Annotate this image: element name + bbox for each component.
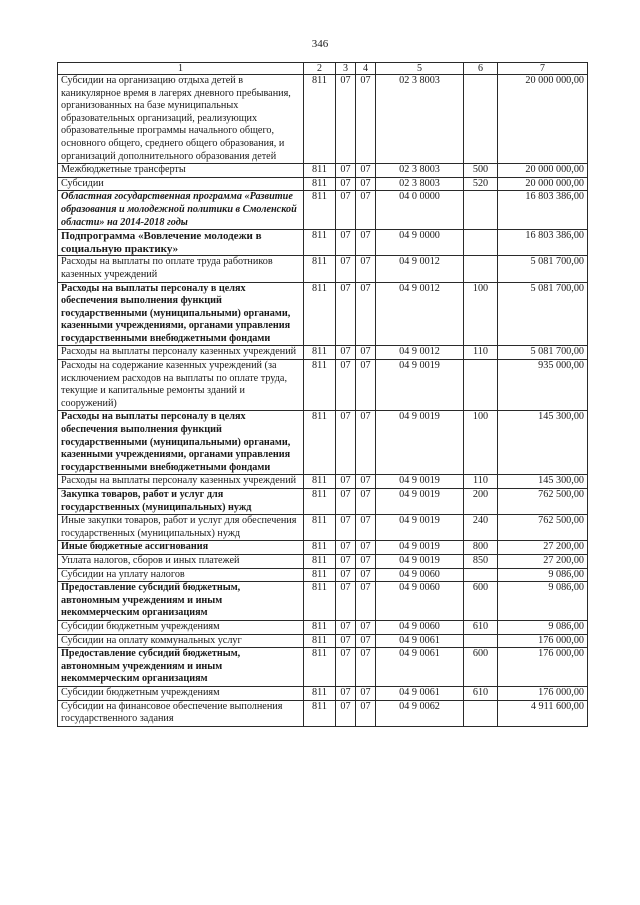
department-code: 811 bbox=[304, 256, 336, 282]
table-row bbox=[58, 475, 588, 489]
subsection-code: 07 bbox=[356, 282, 376, 346]
expense-kind-code bbox=[464, 191, 498, 230]
target-article-code: 04 9 0019 bbox=[376, 411, 464, 475]
target-article-code: 04 9 0019 bbox=[376, 515, 464, 541]
department-code: 811 bbox=[304, 164, 336, 178]
amount: 4 911 600,00 bbox=[498, 700, 588, 726]
target-article-code: 04 0 0000 bbox=[376, 191, 464, 230]
expense-kind-code: 610 bbox=[464, 620, 498, 634]
table-row bbox=[58, 634, 588, 648]
section-code: 07 bbox=[336, 489, 356, 515]
amount: 176 000,00 bbox=[498, 634, 588, 648]
section-code: 07 bbox=[336, 282, 356, 346]
column-header: 6 bbox=[464, 63, 498, 75]
budget-item-name: Субсидии на финансовое обеспечение выполнения государственного задания bbox=[58, 700, 304, 726]
target-article-code: 04 9 0060 bbox=[376, 568, 464, 582]
table-row bbox=[58, 554, 588, 568]
section-code: 07 bbox=[336, 360, 356, 411]
expense-kind-code: 520 bbox=[464, 177, 498, 191]
budget-item-name: Расходы на выплаты персоналу в целях обеспечения выполнения функций государственными (муниципальными) органами, казенными учреждениями, органами управления государственными внебюджетными фондами bbox=[58, 282, 304, 346]
department-code: 811 bbox=[304, 700, 336, 726]
expense-kind-code bbox=[464, 256, 498, 282]
section-code: 07 bbox=[336, 75, 356, 164]
target-article-code: 04 9 0019 bbox=[376, 541, 464, 555]
amount: 9 086,00 bbox=[498, 620, 588, 634]
target-article-code: 02 3 8003 bbox=[376, 164, 464, 178]
budget-item-name: Предоставление субсидий бюджетным, автономным учреждениям и иным некоммерческим организациям bbox=[58, 648, 304, 687]
department-code: 811 bbox=[304, 346, 336, 360]
target-article-code: 02 3 8003 bbox=[376, 177, 464, 191]
target-article-code: 04 9 0061 bbox=[376, 634, 464, 648]
subsection-code: 07 bbox=[356, 515, 376, 541]
amount: 762 500,00 bbox=[498, 489, 588, 515]
amount: 20 000 000,00 bbox=[498, 164, 588, 178]
department-code: 811 bbox=[304, 582, 336, 621]
amount: 176 000,00 bbox=[498, 648, 588, 687]
section-code: 07 bbox=[336, 191, 356, 230]
subsection-code: 07 bbox=[356, 541, 376, 555]
expense-kind-code bbox=[464, 75, 498, 164]
table-row bbox=[58, 620, 588, 634]
section-code: 07 bbox=[336, 582, 356, 621]
table-row bbox=[58, 648, 588, 687]
department-code: 811 bbox=[304, 648, 336, 687]
expense-kind-code bbox=[464, 568, 498, 582]
column-header-row bbox=[58, 63, 588, 75]
expense-kind-code: 240 bbox=[464, 515, 498, 541]
subsection-code: 07 bbox=[356, 686, 376, 700]
section-code: 07 bbox=[336, 230, 356, 256]
subsection-code: 07 bbox=[356, 634, 376, 648]
table-row bbox=[58, 164, 588, 178]
target-article-code: 04 9 0062 bbox=[376, 700, 464, 726]
amount: 935 000,00 bbox=[498, 360, 588, 411]
expense-kind-code: 600 bbox=[464, 582, 498, 621]
subsection-code: 07 bbox=[356, 554, 376, 568]
subsection-code: 07 bbox=[356, 191, 376, 230]
expense-kind-code bbox=[464, 634, 498, 648]
table-row bbox=[58, 177, 588, 191]
target-article-code: 04 9 0061 bbox=[376, 686, 464, 700]
expense-kind-code: 100 bbox=[464, 282, 498, 346]
amount: 20 000 000,00 bbox=[498, 177, 588, 191]
amount: 16 803 386,00 bbox=[498, 230, 588, 256]
expense-kind-code: 110 bbox=[464, 475, 498, 489]
department-code: 811 bbox=[304, 634, 336, 648]
department-code: 811 bbox=[304, 411, 336, 475]
expense-kind-code: 850 bbox=[464, 554, 498, 568]
table-row bbox=[58, 256, 588, 282]
page-number: 346 bbox=[311, 38, 329, 50]
subsection-code: 07 bbox=[356, 230, 376, 256]
budget-item-name: Расходы на выплаты персоналу казенных учреждений bbox=[58, 475, 304, 489]
target-article-code: 02 3 8003 bbox=[376, 75, 464, 164]
table-row bbox=[58, 686, 588, 700]
expense-kind-code bbox=[464, 360, 498, 411]
target-article-code: 04 9 0019 bbox=[376, 489, 464, 515]
amount: 9 086,00 bbox=[498, 568, 588, 582]
section-code: 07 bbox=[336, 515, 356, 541]
table-row bbox=[58, 75, 588, 164]
subsection-code: 07 bbox=[356, 346, 376, 360]
target-article-code: 04 9 0012 bbox=[376, 256, 464, 282]
section-code: 07 bbox=[336, 164, 356, 178]
column-header: 1 bbox=[58, 63, 304, 75]
table-row bbox=[58, 700, 588, 726]
amount: 9 086,00 bbox=[498, 582, 588, 621]
amount: 5 081 700,00 bbox=[498, 256, 588, 282]
table-body bbox=[58, 75, 588, 727]
department-code: 811 bbox=[304, 554, 336, 568]
table-row bbox=[58, 411, 588, 475]
amount: 762 500,00 bbox=[498, 515, 588, 541]
budget-item-name: Расходы на выплаты персоналу казенных учреждений bbox=[58, 346, 304, 360]
budget-item-name: Субсидии бюджетным учреждениям bbox=[58, 686, 304, 700]
section-code: 07 bbox=[336, 475, 356, 489]
column-header: 4 bbox=[356, 63, 376, 75]
budget-item-name: Расходы на выплаты персоналу в целях обеспечения выполнения функций государственными (муниципальными) органами, казенными учреждениями, органами управления государственными внебюджетными фондами bbox=[58, 411, 304, 475]
subsection-code: 07 bbox=[356, 75, 376, 164]
budget-item-name: Субсидии bbox=[58, 177, 304, 191]
department-code: 811 bbox=[304, 489, 336, 515]
table-row bbox=[58, 346, 588, 360]
expense-kind-code: 110 bbox=[464, 346, 498, 360]
department-code: 811 bbox=[304, 475, 336, 489]
expense-kind-code: 610 bbox=[464, 686, 498, 700]
budget-item-name: Подпрограмма «Вовлечение молодежи в социальную практику» bbox=[58, 230, 304, 256]
table-row bbox=[58, 360, 588, 411]
section-code: 07 bbox=[336, 411, 356, 475]
section-code: 07 bbox=[336, 346, 356, 360]
subsection-code: 07 bbox=[356, 620, 376, 634]
table-row bbox=[58, 489, 588, 515]
expense-kind-code: 500 bbox=[464, 164, 498, 178]
section-code: 07 bbox=[336, 177, 356, 191]
amount: 145 300,00 bbox=[498, 411, 588, 475]
subsection-code: 07 bbox=[356, 256, 376, 282]
table-row bbox=[58, 191, 588, 230]
expense-kind-code bbox=[464, 700, 498, 726]
target-article-code: 04 9 0012 bbox=[376, 282, 464, 346]
budget-item-name: Расходы на содержание казенных учреждений (за исключением расходов на выплаты по оплате труда, текущие и капитальные ремонты зданий и сооружений) bbox=[58, 360, 304, 411]
section-code: 07 bbox=[336, 634, 356, 648]
table-row bbox=[58, 282, 588, 346]
expense-kind-code: 800 bbox=[464, 541, 498, 555]
department-code: 811 bbox=[304, 620, 336, 634]
section-code: 07 bbox=[336, 554, 356, 568]
budget-item-name: Иные закупки товаров, работ и услуг для обеспечения государственных (муниципальных) нужд bbox=[58, 515, 304, 541]
subsection-code: 07 bbox=[356, 411, 376, 475]
subsection-code: 07 bbox=[356, 360, 376, 411]
budget-item-name: Уплата налогов, сборов и иных платежей bbox=[58, 554, 304, 568]
department-code: 811 bbox=[304, 541, 336, 555]
table-row bbox=[58, 582, 588, 621]
subsection-code: 07 bbox=[356, 700, 376, 726]
target-article-code: 04 9 0019 bbox=[376, 360, 464, 411]
department-code: 811 bbox=[304, 282, 336, 346]
section-code: 07 bbox=[336, 568, 356, 582]
column-header: 2 bbox=[304, 63, 336, 75]
section-code: 07 bbox=[336, 700, 356, 726]
subsection-code: 07 bbox=[356, 177, 376, 191]
target-article-code: 04 9 0060 bbox=[376, 582, 464, 621]
department-code: 811 bbox=[304, 230, 336, 256]
amount: 5 081 700,00 bbox=[498, 282, 588, 346]
budget-item-name: Субсидии на оплату коммунальных услуг bbox=[58, 634, 304, 648]
department-code: 811 bbox=[304, 177, 336, 191]
section-code: 07 bbox=[336, 648, 356, 687]
section-code: 07 bbox=[336, 541, 356, 555]
subsection-code: 07 bbox=[356, 489, 376, 515]
section-code: 07 bbox=[336, 686, 356, 700]
budget-item-name: Предоставление субсидий бюджетным, автономным учреждениям и иным некоммерческим организациям bbox=[58, 582, 304, 621]
target-article-code: 04 9 0019 bbox=[376, 475, 464, 489]
column-header: 5 bbox=[376, 63, 464, 75]
column-header: 7 bbox=[498, 63, 588, 75]
department-code: 811 bbox=[304, 191, 336, 230]
department-code: 811 bbox=[304, 686, 336, 700]
subsection-code: 07 bbox=[356, 582, 376, 621]
budget-item-name: Межбюджетные трансферты bbox=[58, 164, 304, 178]
expense-kind-code: 600 bbox=[464, 648, 498, 687]
amount: 27 200,00 bbox=[498, 541, 588, 555]
section-code: 07 bbox=[336, 620, 356, 634]
subsection-code: 07 bbox=[356, 164, 376, 178]
subsection-code: 07 bbox=[356, 568, 376, 582]
expense-kind-code: 100 bbox=[464, 411, 498, 475]
amount: 27 200,00 bbox=[498, 554, 588, 568]
table-row bbox=[58, 230, 588, 256]
amount: 5 081 700,00 bbox=[498, 346, 588, 360]
amount: 20 000 000,00 bbox=[498, 75, 588, 164]
table-row bbox=[58, 515, 588, 541]
budget-item-name: Иные бюджетные ассигнования bbox=[58, 541, 304, 555]
target-article-code: 04 9 0000 bbox=[376, 230, 464, 256]
target-article-code: 04 9 0019 bbox=[376, 554, 464, 568]
department-code: 811 bbox=[304, 568, 336, 582]
budget-item-name: Расходы на выплаты по оплате труда работников казенных учреждений bbox=[58, 256, 304, 282]
budget-item-name: Областная государственная программа «Развитие образования и молодежной политики в Смоленской области» на 2014-2018 годы bbox=[58, 191, 304, 230]
budget-item-name: Закупка товаров, работ и услуг для государственных (муниципальных) нужд bbox=[58, 489, 304, 515]
section-code: 07 bbox=[336, 256, 356, 282]
table-row bbox=[58, 568, 588, 582]
department-code: 811 bbox=[304, 75, 336, 164]
amount: 145 300,00 bbox=[498, 475, 588, 489]
amount: 176 000,00 bbox=[498, 686, 588, 700]
department-code: 811 bbox=[304, 515, 336, 541]
budget-item-name: Субсидии на уплату налогов bbox=[58, 568, 304, 582]
amount: 16 803 386,00 bbox=[498, 191, 588, 230]
subsection-code: 07 bbox=[356, 648, 376, 687]
budget-item-name: Субсидии бюджетным учреждениям bbox=[58, 620, 304, 634]
table-row bbox=[58, 541, 588, 555]
subsection-code: 07 bbox=[356, 475, 376, 489]
expense-kind-code bbox=[464, 230, 498, 256]
budget-table bbox=[57, 62, 588, 727]
target-article-code: 04 9 0061 bbox=[376, 648, 464, 687]
budget-item-name: Субсидии на организацию отдыха детей в каникулярное время в лагерях дневного пребывания, организованных на базе муниципальных образовательных организаций, реализующих образовательные программы начального общего, основного общего, среднего общего образования, и организаций дополнительного образования детей bbox=[58, 75, 304, 164]
expense-kind-code: 200 bbox=[464, 489, 498, 515]
target-article-code: 04 9 0012 bbox=[376, 346, 464, 360]
target-article-code: 04 9 0060 bbox=[376, 620, 464, 634]
column-header: 3 bbox=[336, 63, 356, 75]
department-code: 811 bbox=[304, 360, 336, 411]
